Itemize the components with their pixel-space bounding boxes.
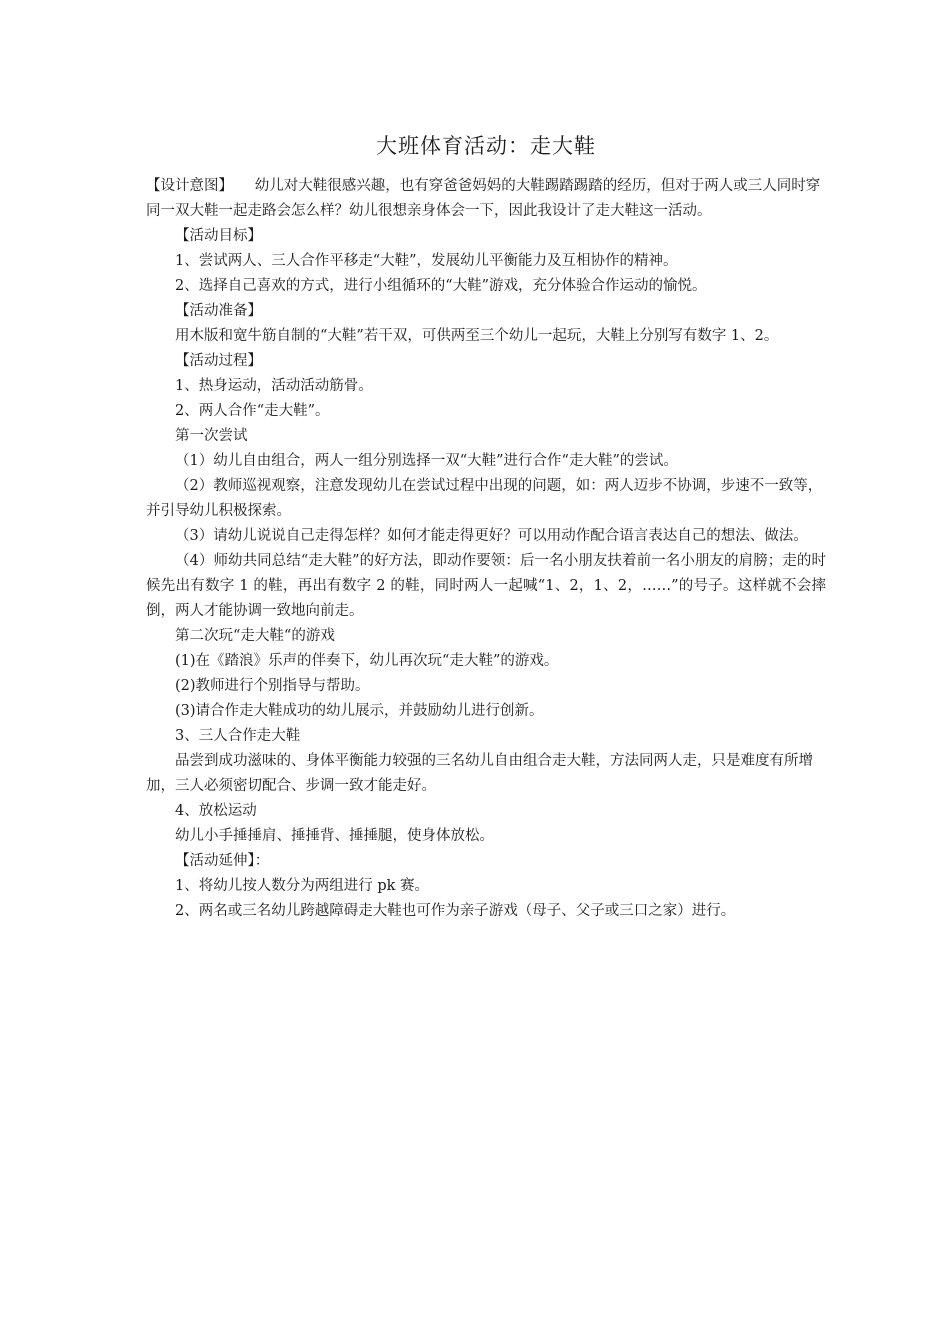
process-step-2: 2、两人合作“走大鞋”。	[175, 403, 330, 419]
second-play-heading: 第二次玩“走大鞋“的游戏	[175, 628, 335, 644]
prep-paragraph: 用木版和宽牛筋自制的“大鞋”若干双，可供两至三个幼儿一起玩，大鞋上分别写有数字 1、2。	[175, 328, 779, 344]
try-item-3: （3）请幼儿说说自己走得怎样？如何才能走得更好？可以用动作配合语言表达自己的想法、做法。	[175, 528, 808, 544]
try-item-4: （4）师幼共同总结“走大鞋”的好方法，即动作要领：后一名小朋友扶着前一名小朋友的肩膀；走的时候先出有数字 1 的鞋，再出有数字 2 的鞋，同时两人一起喊“1、2，1、2，……”的号子。这样就不会摔倒，两人才能协调一致地向前走。	[146, 553, 826, 619]
play-item-1: (1)在《踏浪》乐声的伴奏下，幼儿再次玩“走大鞋”的游戏。	[175, 653, 559, 669]
extension-heading: 【活动延伸】：	[175, 853, 270, 869]
process-step-4: 4、放松运动	[175, 803, 257, 819]
goal-item-2: 2、选择自己喜欢的方式，进行小组循环的“大鞋”游戏，充分体验合作运动的愉悦。	[175, 278, 707, 294]
process-step-4-description: 幼儿小手捶捶肩、捶捶背、捶捶腿，使身体放松。	[175, 828, 494, 844]
process-step-3: 3、三人合作走大鞋	[175, 728, 301, 744]
process-heading: 【活动过程】	[175, 353, 262, 369]
play-item-3: (3)请合作走大鞋成功的幼儿展示，并鼓励幼儿进行创新。	[175, 703, 544, 719]
process-step-1: 1、热身运动，活动活动筋骨。	[175, 378, 373, 394]
goal-item-1: 1、尝试两人、三人合作平移走“大鞋”，发展幼儿平衡能力及互相协作的精神。	[175, 253, 678, 269]
document-page	[146, 130, 826, 924]
process-step-3-description: 品尝到成功滋味的、身体平衡能力较强的三名幼儿自由组合走大鞋，方法同两人走，只是难度有所增加，三人必须密切配合、步调一致才能走好。	[146, 753, 813, 794]
first-try-heading: 第一次尝试	[175, 428, 248, 444]
extension-item-1: 1、将幼儿按人数分为两组进行 pk 赛。	[175, 878, 430, 894]
prep-heading: 【活动准备】	[175, 303, 262, 319]
extension-item-2: 2、两名或三名幼儿跨越障碍走大鞋也可作为亲子游戏（母子、父子或三口之家）进行。	[175, 903, 736, 919]
design-intent-paragraph: 【设计意图】 幼儿对大鞋很感兴趣，也有穿爸爸妈妈的大鞋踢踏踢踏的经历，但对于两人或三人同时穿同一双大鞋一起走路会怎么样？幼儿很想亲身体会一下，因此我设计了走大鞋这一活动。	[146, 178, 821, 219]
play-item-2: (2)教师进行个别指导与帮助。	[175, 678, 370, 694]
goal-heading: 【活动目标】	[175, 228, 262, 244]
try-item-2: （2）教师巡视观察，注意发现幼儿在尝试过程中出现的问题，如：两人迈步不协调，步速不一致等，并引导幼儿积极探索。	[146, 478, 823, 519]
document-title: 大班体育活动：走大鞋	[376, 134, 596, 158]
try-item-1: （1）幼儿自由组合，两人一组分别选择一双“大鞋”进行合作“走大鞋”的尝试。	[175, 453, 678, 469]
